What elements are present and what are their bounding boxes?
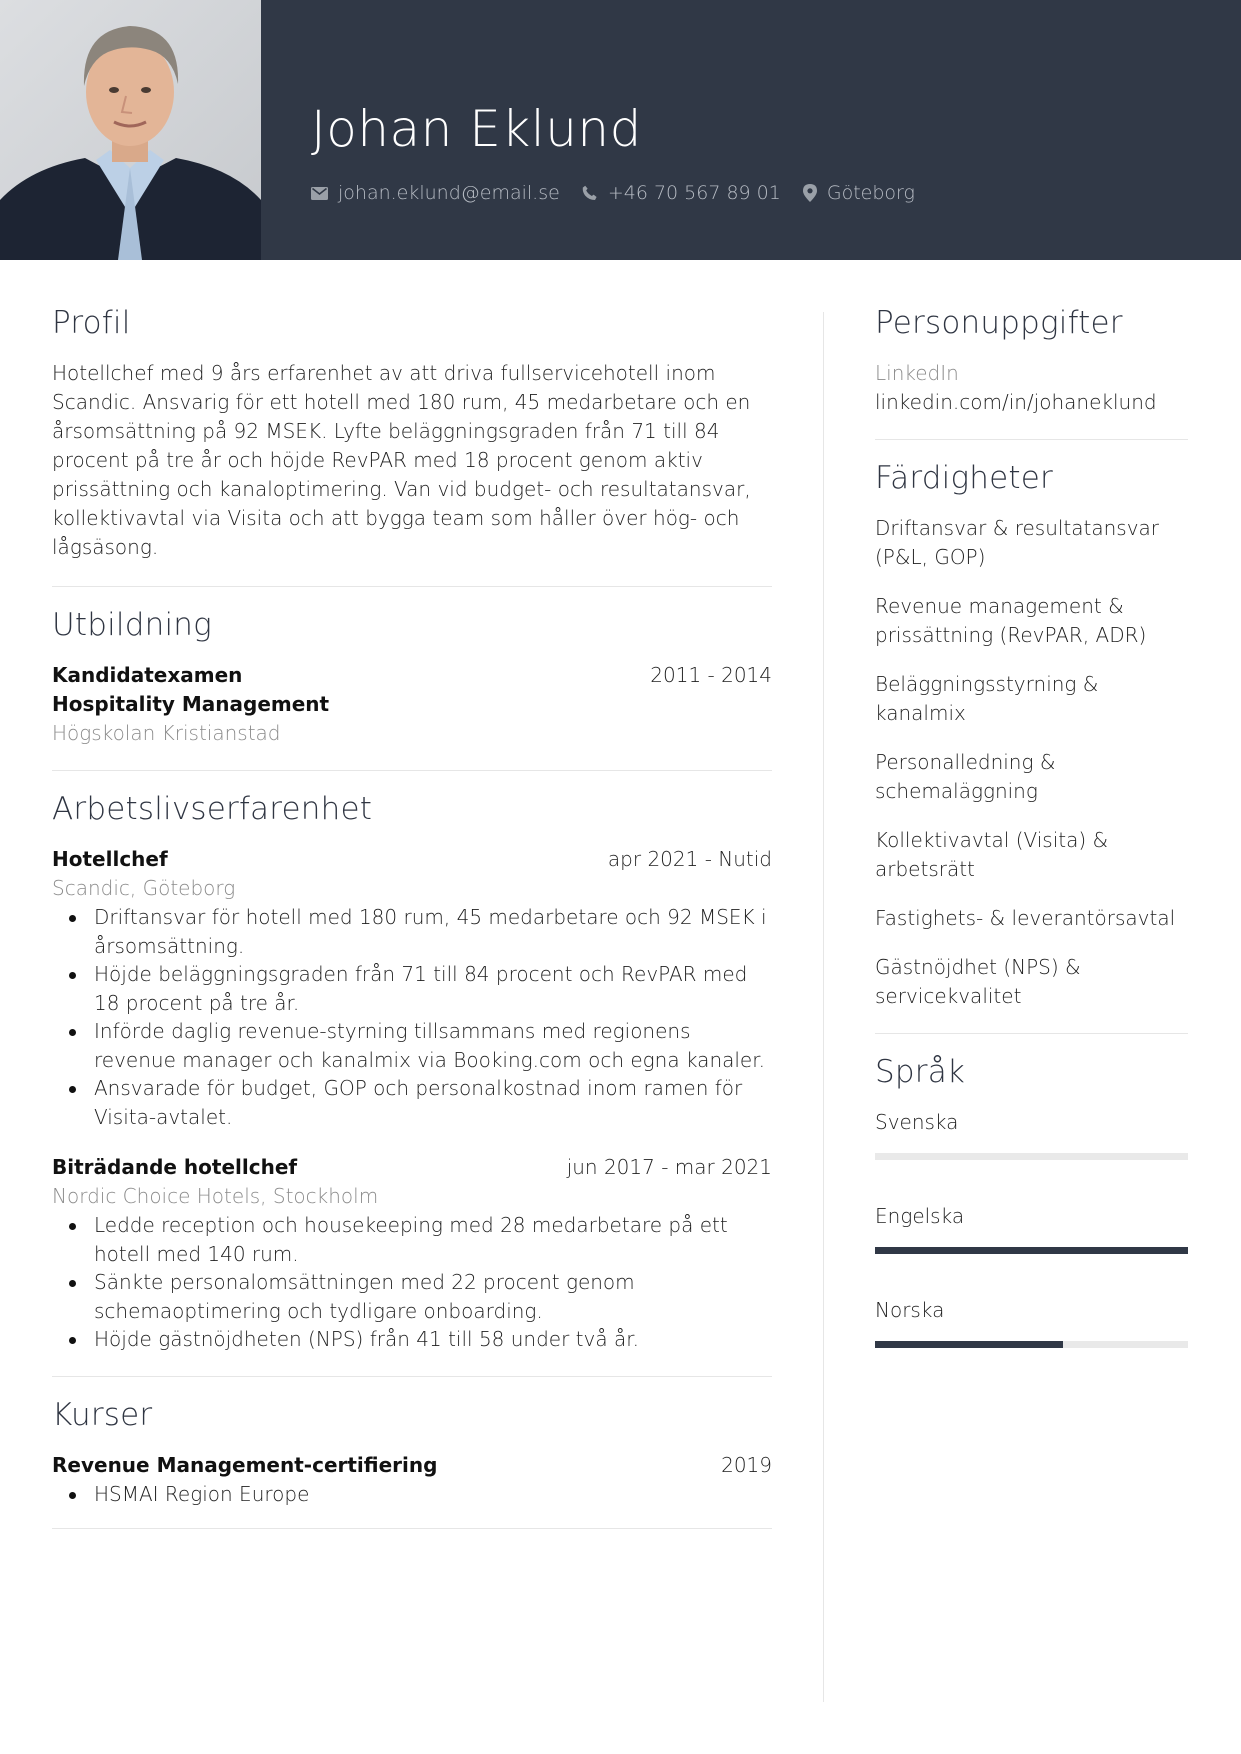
skill-item: Gästnöjdhet (NPS) & servicekvalitet	[875, 955, 1081, 1008]
skill-item: Revenue management & prissättning (RevPAR, ADR)	[875, 594, 1147, 647]
education-dates: 2011 - 2014	[650, 663, 772, 687]
skill-item: Fastighets- & leverantörsavtal	[875, 906, 1176, 930]
section-title-profile: Profil	[52, 305, 131, 341]
section-title-skills: Färdigheter	[875, 460, 1053, 496]
header-banner	[261, 0, 1241, 260]
skill-item: Beläggningsstyrning & kanalmix	[875, 672, 1099, 725]
profile-photo	[0, 0, 261, 260]
profile-text: Hotellchef med 9 års erfarenhet av att driva fullservicehotell inom Scandic. Ansvarig för ett hotell med 180 rum, 45 medarbetare och en årsomsättning på 92 MSEK. Lyfte beläggningsgraden från 71 till 84 procent på tre år och höjde RevPAR med 18 procent genom aktiv prissättning och kanaloptimering. Van vid budget- och resultatansvar, kollektivavtal via Visita och att bygga team som håller över hög- och lågsäsong.	[52, 361, 751, 559]
column-divider	[823, 312, 824, 1702]
section-title-personal: Personuppgifter	[875, 305, 1123, 341]
skill-item: Driftansvar & resultatansvar (P&L, GOP)	[875, 516, 1160, 569]
education-degree: Kandidatexamen Hospitality Management	[52, 663, 330, 716]
resume-header	[0, 0, 1241, 260]
experience-dates: apr 2021 - Nutid	[607, 847, 772, 871]
experience-company: Nordic Choice Hotels, Stockholm	[52, 1184, 379, 1208]
experience-role: Hotellchef	[52, 847, 168, 871]
course-bullets	[52, 1480, 772, 1509]
linkedin-label: LinkedIn	[875, 361, 959, 385]
section-divider	[52, 586, 772, 587]
language-level-bar	[875, 1153, 1188, 1160]
language-level-fill	[875, 1247, 1188, 1254]
phone-icon	[582, 185, 598, 201]
section-divider	[52, 1528, 772, 1529]
personal-section	[875, 305, 1188, 417]
contact-row	[311, 182, 937, 204]
experience-dates: jun 2017 - mar 2021	[566, 1155, 772, 1179]
language-level-fill	[875, 1341, 1063, 1348]
candidate-name: Johan Eklund	[311, 100, 642, 158]
course-date: 2019	[721, 1452, 772, 1477]
section-title-languages: Språk	[875, 1054, 966, 1090]
education-entry	[52, 661, 772, 748]
experience-company: Scandic, Göteborg	[52, 876, 236, 900]
education-section	[52, 607, 772, 748]
languages-section	[875, 1054, 1188, 1348]
phone-text: +46 70 567 89 01	[607, 182, 781, 204]
experience-entry	[52, 845, 772, 1131]
language-name: Engelska	[875, 1204, 965, 1228]
courses-section	[52, 1397, 772, 1509]
language-name: Norska	[875, 1298, 945, 1322]
course-name: Revenue Management-certifiering	[52, 1452, 438, 1477]
list-item: Driftansvar för hotell med 180 rum, 45 medarbetare och 92 MSEK i årsomsättning.	[52, 903, 772, 960]
location-pin-icon	[803, 184, 817, 202]
list-item: HSMAI Region Europe	[52, 1480, 772, 1509]
contact-email[interactable]	[311, 182, 560, 204]
contact-location	[803, 182, 915, 204]
contact-phone[interactable]	[582, 182, 781, 204]
email-text: johan.eklund@email.se	[338, 182, 560, 204]
section-divider	[52, 770, 772, 771]
course-entry	[52, 1451, 772, 1509]
education-entry-head	[52, 661, 772, 719]
language-item	[875, 1108, 1188, 1160]
main-column	[52, 305, 772, 1529]
experience-entry	[52, 1153, 772, 1354]
list-item: Höjde gästnöjdheten (NPS) från 41 till 58 under två år.	[52, 1325, 772, 1354]
section-divider	[875, 439, 1188, 440]
course-entry-head	[52, 1451, 772, 1480]
language-item	[875, 1296, 1188, 1348]
list-item: Ansvarade för budget, GOP och personalkostnad inom ramen för Visita-avtalet.	[52, 1074, 772, 1131]
mail-icon	[311, 187, 328, 200]
experience-bullets	[52, 903, 772, 1131]
experience-entry-head	[52, 845, 772, 874]
language-item	[875, 1202, 1188, 1254]
location-text: Göteborg	[826, 182, 915, 204]
linkedin-link[interactable]: linkedin.com/in/johaneklund	[875, 390, 1157, 414]
experience-entry-head	[52, 1153, 772, 1182]
experience-section	[52, 791, 772, 1354]
profile-section	[52, 305, 772, 562]
language-level-bar	[875, 1247, 1188, 1254]
side-column	[875, 305, 1188, 1390]
skill-item: Personalledning & schemaläggning	[875, 750, 1056, 803]
skill-item: Kollektivavtal (Visita) & arbetsrätt	[875, 828, 1109, 881]
section-divider	[52, 1376, 772, 1377]
language-level-bar	[875, 1341, 1188, 1348]
section-title-education: Utbildning	[52, 607, 212, 643]
section-title-experience: Arbetslivserfarenhet	[52, 791, 373, 827]
list-item: Införde daglig revenue-styrning tillsammans med regionens revenue manager och kanalmix via Booking.com och egna kanaler.	[52, 1017, 772, 1074]
section-divider	[875, 1033, 1188, 1034]
skills-section	[875, 460, 1188, 1011]
section-title-courses: Kurser	[52, 1396, 153, 1433]
experience-role: Biträdande hotellchef	[52, 1155, 298, 1179]
list-item: Sänkte personalomsättningen med 22 procent genom schemaoptimering och tydligare onboarding.	[52, 1268, 772, 1325]
list-item: Ledde reception och housekeeping med 28 medarbetare på ett hotell med 140 rum.	[52, 1211, 772, 1268]
language-name: Svenska	[875, 1110, 959, 1134]
education-school: Högskolan Kristianstad	[52, 721, 281, 745]
list-item: Höjde beläggningsgraden från 71 till 84 procent och RevPAR med 18 procent på tre år.	[52, 960, 772, 1017]
experience-bullets	[52, 1211, 772, 1354]
